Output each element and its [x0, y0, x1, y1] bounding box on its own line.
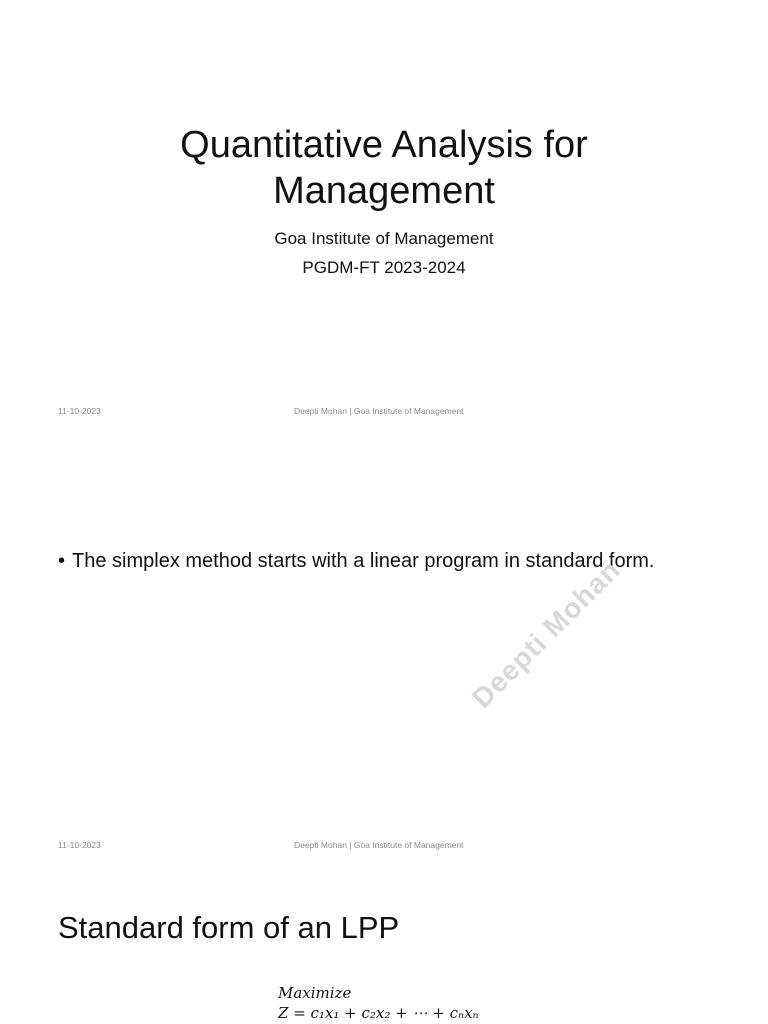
- title-line-1: Quantitative Analysis for: [180, 124, 588, 166]
- bullet-icon: •: [58, 550, 66, 572]
- bullet-text: The simplex method starts with a linear program in standard form.: [72, 550, 655, 572]
- watermark: Deepti Mohan: [466, 553, 627, 714]
- slide-title: [0, 122, 768, 214]
- slide-title: Standard form of an LPP: [58, 910, 400, 945]
- program-subtitle: PGDM-FT 2023-2024: [302, 258, 466, 277]
- footer-author: Deepti Mohan | Goa Institute of Management: [294, 840, 464, 850]
- footer-date: 11-10-2023: [58, 406, 101, 416]
- footer-date: 11-10-2023: [58, 840, 101, 850]
- objective-function: Z = c₁x₁ + c₂x₂ + ⋯ + cₙxₙ: [278, 1004, 479, 1022]
- footer-author: Deepti Mohan | Goa Institute of Management: [294, 406, 464, 416]
- institute-subtitle: Goa Institute of Management: [274, 229, 494, 248]
- simplex-intro-slide: [0, 434, 768, 866]
- bullet-point: [58, 548, 654, 574]
- objective-label: Maximize: [278, 984, 352, 1002]
- standard-form-slide: [0, 868, 768, 1024]
- title-slide: [0, 0, 768, 432]
- title-line-2: Management: [273, 170, 495, 212]
